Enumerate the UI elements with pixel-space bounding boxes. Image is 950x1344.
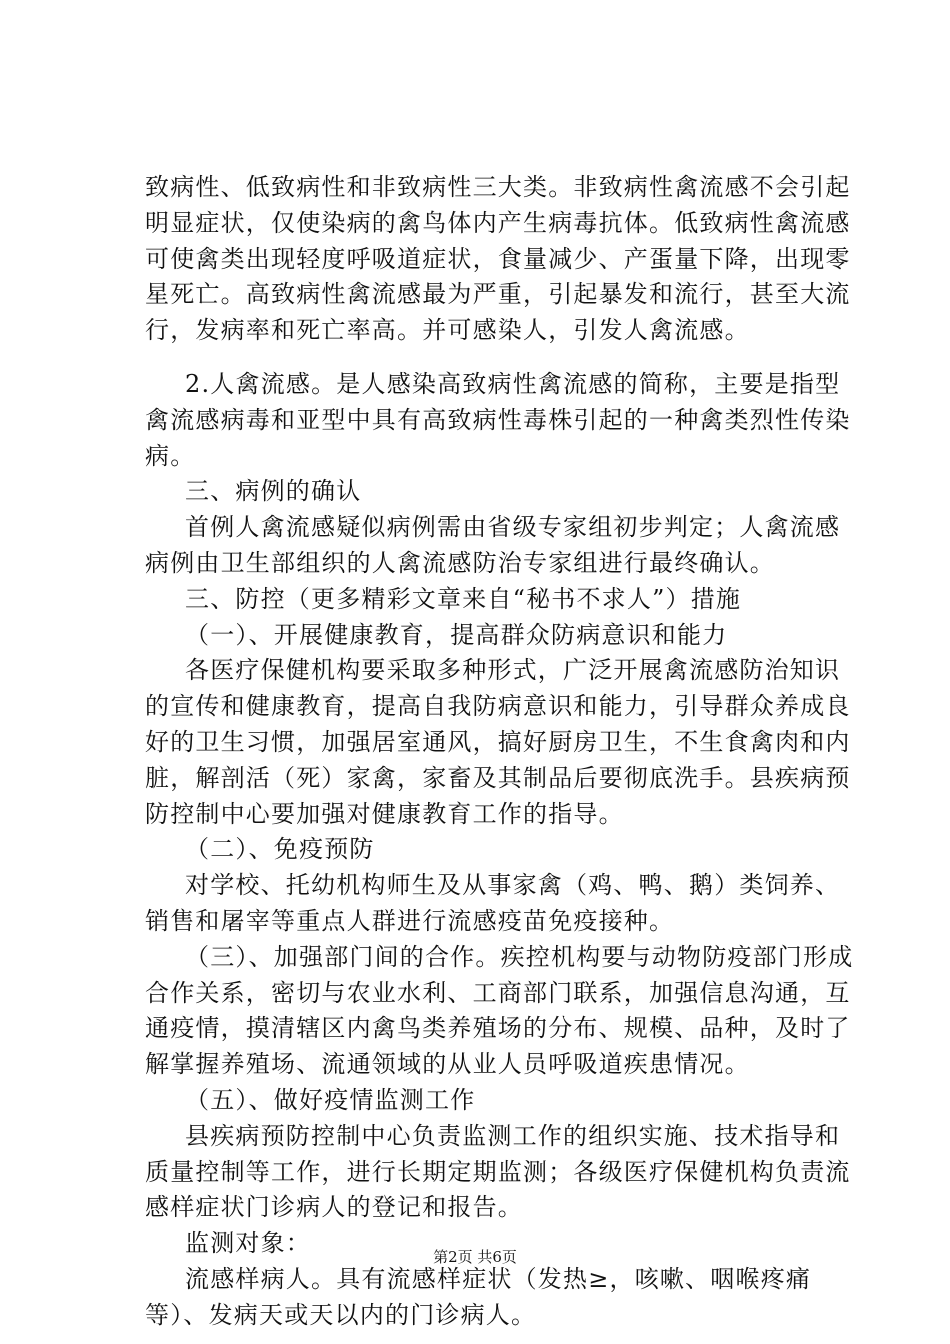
paragraph-human-avian-flu: 2.人禽流感。是人感染高致病性禽流感的简称，主要是指型禽流感病毒和亚型中具有高致病性毒株引起的一种禽类烈性传染病。 [145, 369, 851, 470]
paragraph-case-confirmation: 首例人禽流感疑似病例需由省级专家组初步判定；人禽流感病例由卫生部组织的人禽流感防治专家组进行最终确认。 [145, 513, 841, 577]
paragraph-health-education: 各医疗保健机构要采取多种形式，广泛开展禽流感防治知识的宣传和健康教育，提高自我防病意识和能力，引导群众养成良好的卫生习惯，加强居室通风，搞好厨房卫生，不生食禽肉和内脏，解剖活（死）家禽，家畜及其制品后要彻底洗手。县疾病预防控制中心要加强对健康教育工作的指导。 [145, 656, 851, 828]
heading-prevention-measures: 三、防控（更多精彩文章来自“秘书不求人”）措施 [185, 584, 742, 613]
page-number-footer: 第2页 共6页 [433, 1248, 517, 1266]
heading-health-education: （一）、开展健康教育，提高群众防病意识和能力 [185, 620, 728, 649]
paragraph-pathogenicity: 致病性、低致病性和非致病性三大类。非致病性禽流感不会引起明显症状，仅使染病的禽鸟体内产生病毒抗体。低致病性禽流感可使禽类出现轻度呼吸道症状，食量减少、产蛋量下降，出现零星死亡。高致病性禽流感最为严重，引起暴发和流行，甚至大流行，发病率和死亡率高。并可感染人，引发人禽流感。 [145, 173, 851, 345]
heading-case-confirmation: 三、病例的确认 [185, 477, 362, 506]
paragraph-immunization: 对学校、托幼机构师生及从事家禽（鸡、鸭、鹅）类饲养、销售和屠宰等重点人群进行流感疫苗免疫接种。 [145, 871, 841, 935]
heading-immunization: （二）、免疫预防 [185, 835, 375, 864]
paragraph-cooperation: （三）、加强部门间的合作。疾控机构要与动物防疫部门形成合作关系，密切与农业水利、工商部门联系，加强信息沟通，互通疫情，摸清辖区内禽鸟类养殖场的分布、规模、品种，及时了解掌握养殖场、流通领域的从业人员呼吸道疾患情况。 [145, 942, 854, 1079]
heading-surveillance-targets: 监测对象： [185, 1229, 311, 1258]
paragraph-surveillance-targets: 流感样病人。具有流感样症状（发热≥，咳嗽、咽喉疼痛等）、发病天或天以内的门诊病人。 [145, 1264, 812, 1329]
heading-surveillance: （五）、做好疫情监测工作 [185, 1085, 476, 1114]
document-body [145, 170, 865, 1334]
paragraph-surveillance: 县疾病预防控制中心负责监测工作的组织实施、技术指导和质量控制等工作，进行长期定期监测；各级医疗保健机构负责流感样症状门诊病人的登记和报告。 [145, 1121, 851, 1222]
